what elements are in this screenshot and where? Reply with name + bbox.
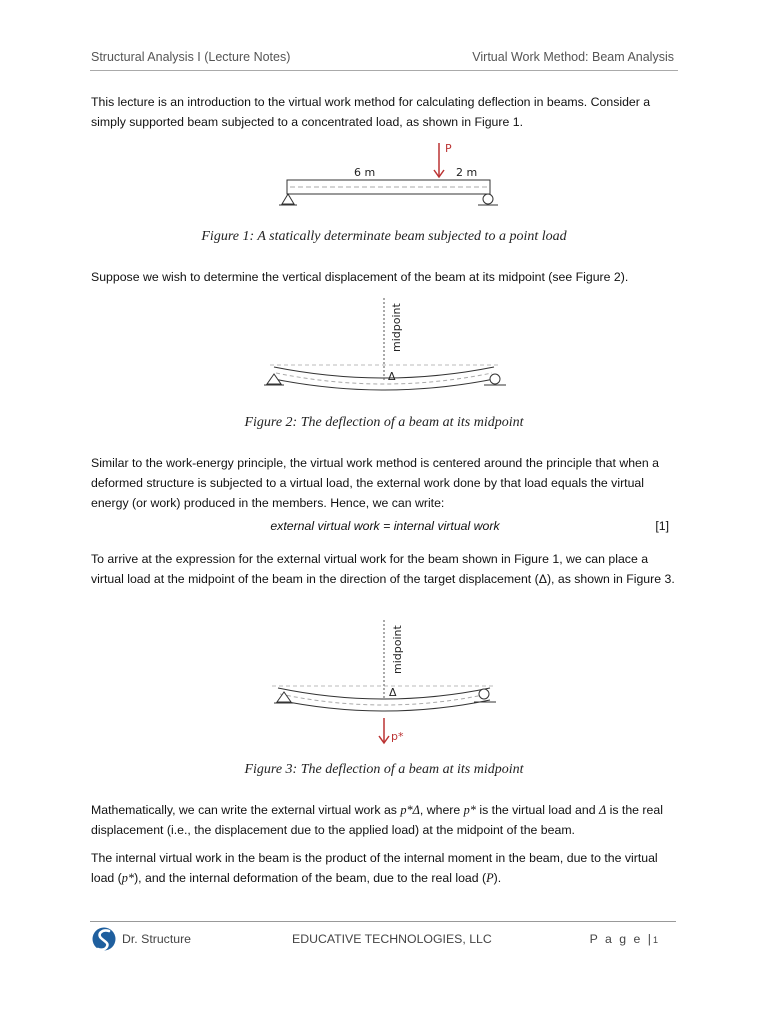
footer-page-indicator (590, 932, 660, 946)
text-run: is the real displacement (i.e., the displacement due to the applied load) at the midpoint of the beam. (91, 803, 663, 837)
text-run: Mathematically, we can write the external virtual work as (91, 803, 401, 817)
roller-support-icon (490, 374, 500, 384)
logo-icon (92, 925, 116, 953)
deformed-beam-top (274, 367, 494, 378)
math-delta: Δ (598, 803, 607, 817)
math-p-star: p* (121, 871, 135, 885)
equation-text: external virtual work = internal virtual work (270, 519, 500, 533)
footer-author: Dr. Structure (122, 932, 192, 946)
roller-support-icon (479, 689, 489, 699)
delta-label: Δ (389, 686, 397, 699)
equation-number: [1] (655, 519, 669, 533)
virtual-load-label: p* (391, 730, 404, 743)
paragraph-external-work-expression (91, 800, 679, 840)
header-course-title: Structural Analysis I (Lecture Notes) (91, 50, 291, 64)
deformed-beam-bottom (274, 379, 494, 390)
pin-support-icon (277, 692, 291, 702)
load-label: P (445, 142, 452, 155)
midpoint-label: midpoint (390, 303, 403, 352)
page-number: 1 (652, 935, 660, 945)
math-real-load-p: P (486, 871, 494, 885)
paragraph-displacement: Suppose we wish to determine the vertical displacement of the beam at its midpoint (see Figure 2). (91, 270, 629, 284)
pin-support-icon (267, 374, 281, 384)
text-run: ). (493, 871, 502, 885)
figure-3-virtual-load-diagram (262, 616, 506, 748)
math-p-star: p* (463, 803, 476, 817)
text-run: ), and the internal deformation of the beam, due to the real load ( (134, 871, 487, 885)
roller-support-icon (483, 194, 493, 204)
math-p-star-delta: p*Δ (400, 803, 420, 817)
figure-2-deflection-diagram (258, 294, 510, 398)
pin-support-icon (282, 194, 294, 204)
delta-label: Δ (388, 370, 396, 383)
text-run: , where (419, 803, 464, 817)
text-run: The internal virtual work in the beam is the product of the internal moment in the beam, due to the virtual load ( (91, 851, 658, 885)
paragraph-internal-work (91, 848, 679, 888)
paragraph-virtual-work-principle: Similar to the work-energy principle, the virtual work method is centered around the principle that when a deformed structure is subjected to a virtual load, the external work done by that load equals the virtual energy (or work) produced in the members. Hence, we can write: (91, 456, 659, 510)
figure-1-beam-diagram (270, 138, 510, 214)
figure-1-caption: Figure 1: A statically determinate beam subjected to a point load (201, 229, 567, 244)
footer-rule (90, 921, 676, 922)
deformed-beam-bottom (278, 700, 490, 711)
text-run: is the virtual load and (475, 803, 599, 817)
figure-3-caption: Figure 3: The deflection of a beam at its midpoint (244, 762, 524, 777)
equation-1 (91, 519, 679, 539)
header-rule (90, 70, 678, 71)
right-span-label: 2 m (456, 166, 478, 179)
paragraph-intro: This lecture is an introduction to the virtual work method for calculating deflection in beams. Consider a simply supported beam subjected to a concentrated load, as shown in Figure 1. (91, 95, 651, 129)
midpoint-label: midpoint (391, 625, 404, 674)
figure-2-caption: Figure 2: The deflection of a beam at its midpoint (244, 415, 524, 430)
footer-company: EDUCATIVE TECHNOLOGIES, LLC (292, 932, 492, 946)
paragraph-external-work: To arrive at the expression for the external virtual work for the beam shown in Figure 1, we can place a virtual load at the midpoint of the beam in the direction of the target displacement (Δ), as shown in Figure 3. (91, 552, 675, 586)
left-span-label: 6 m (354, 166, 376, 179)
header-topic-title: Virtual Work Method: Beam Analysis (472, 50, 674, 64)
page-label: P a g e | (589, 932, 653, 946)
